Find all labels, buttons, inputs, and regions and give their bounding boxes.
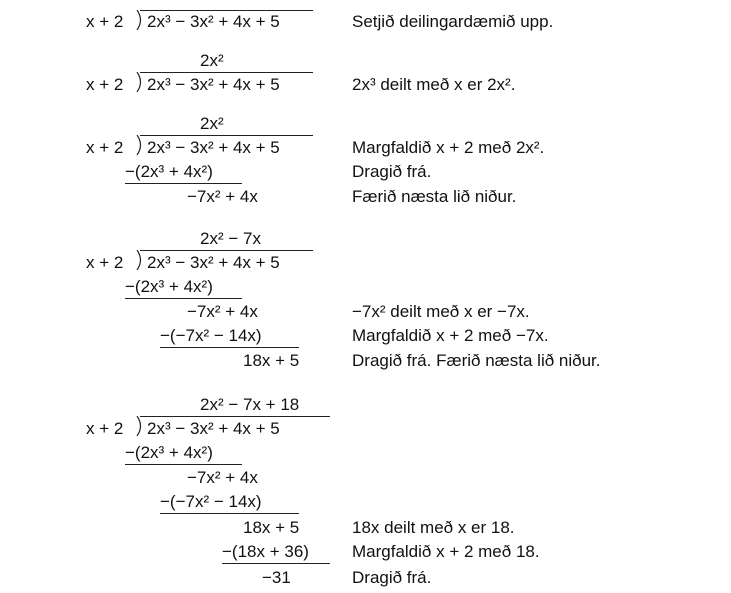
remainder: 18x + 5 <box>243 518 300 537</box>
step-note: Setjið deilingardæmið upp. <box>352 12 554 31</box>
vinculum <box>140 72 313 73</box>
step-note: Dragið frá. <box>352 568 432 587</box>
step-note: Margfaldið x + 2 með −7x. <box>352 326 549 345</box>
step-note: Dragið frá. Færið næsta lið niður. <box>352 351 601 370</box>
division-bracket <box>135 250 145 268</box>
dividend: 2x³ − 3x² + 4x + 5 <box>147 253 280 272</box>
step-note: 2x³ deilt með x er 2x². <box>352 75 516 94</box>
divisor: x + 2 <box>86 138 124 157</box>
subtraction-line: −(2x³ + 4x²) <box>125 162 213 181</box>
step-note: Margfaldið x + 2 með 18. <box>352 542 540 561</box>
subtraction-line: −(18x + 36) <box>222 542 309 561</box>
dividend: 2x³ − 3x² + 4x + 5 <box>147 138 280 157</box>
step-note: −7x² deilt með x er −7x. <box>352 302 530 321</box>
vinculum <box>140 10 313 11</box>
subtraction-rule <box>125 183 242 184</box>
remainder: −31 <box>262 568 291 587</box>
dividend: 2x³ − 3x² + 4x + 5 <box>147 75 280 94</box>
divisor: x + 2 <box>86 75 124 94</box>
subtraction-rule <box>160 513 299 514</box>
vinculum <box>140 135 313 136</box>
vinculum <box>140 250 313 251</box>
subtraction-line: −(2x³ + 4x²) <box>125 277 213 296</box>
vinculum <box>140 416 330 417</box>
division-bracket <box>135 135 145 153</box>
quotient: 2x² <box>200 51 224 70</box>
subtraction-line: −(−7x² − 14x) <box>160 492 262 511</box>
divisor: x + 2 <box>86 12 124 31</box>
step-note: 18x deilt með x er 18. <box>352 518 515 537</box>
subtraction-line: −(2x³ + 4x²) <box>125 443 213 462</box>
division-bracket <box>135 416 145 434</box>
step-note: Margfaldið x + 2 með 2x². <box>352 138 545 157</box>
subtraction-rule <box>125 298 242 299</box>
remainder: 18x + 5 <box>243 351 300 370</box>
divisor: x + 2 <box>86 419 124 438</box>
quotient: 2x² <box>200 114 224 133</box>
quotient: 2x² − 7x + 18 <box>200 395 300 414</box>
division-bracket <box>135 72 145 90</box>
quotient: 2x² − 7x <box>200 229 261 248</box>
step-note: Dragið frá. <box>352 162 432 181</box>
division-bracket <box>135 10 145 28</box>
subtraction-rule <box>222 563 330 564</box>
dividend: 2x³ − 3x² + 4x + 5 <box>147 419 280 438</box>
divisor: x + 2 <box>86 253 124 272</box>
dividend: 2x³ − 3x² + 4x + 5 <box>147 12 280 31</box>
remainder: −7x² + 4x <box>187 302 258 321</box>
subtraction-line: −(−7x² − 14x) <box>160 326 262 345</box>
remainder: −7x² + 4x <box>187 468 258 487</box>
step-note: Færið næsta lið niður. <box>352 187 517 206</box>
remainder: −7x² + 4x <box>187 187 258 206</box>
subtraction-rule <box>125 464 242 465</box>
subtraction-rule <box>160 347 299 348</box>
